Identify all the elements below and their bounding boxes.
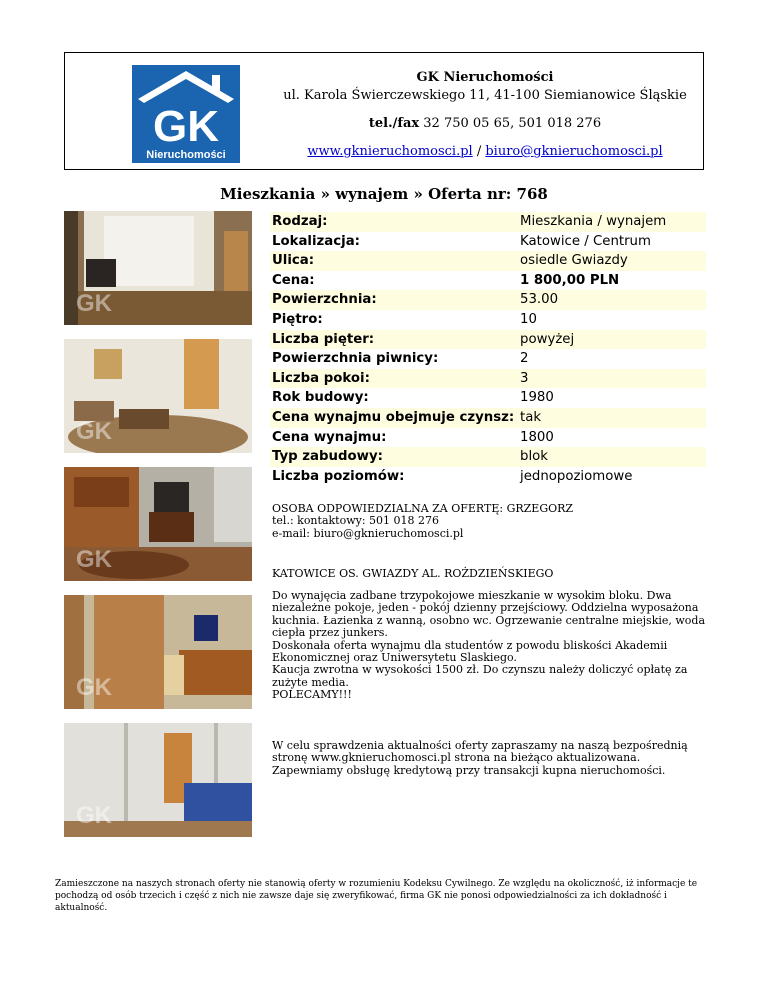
svg-text:GK: GK [76,674,112,701]
property-value: 3 [518,369,706,389]
page-title: Mieszkania » wynajem » Oferta nr: 768 [220,185,548,203]
svg-text:GK: GK [76,802,112,829]
contact-block [272,503,712,540]
property-value: tak [518,408,706,428]
property-row [270,271,706,291]
property-label: Piętro: [272,311,323,327]
property-row [270,290,706,310]
contact-tel: tel.: kontaktowy: 501 018 276 [272,514,440,528]
property-value: 2 [520,351,529,367]
contact-person: OSOBA ODPOWIEDZIALNA ZA OFERTĘ: GRZEGORZ [272,502,574,515]
photo-desk-room[interactable] [64,595,252,709]
property-row [270,408,706,428]
property-value: Katowice / Centrum [520,233,651,249]
logo-initials: GK [153,102,219,151]
property-label: Liczba pokoi: [270,369,518,389]
company-links [265,143,705,161]
description-block [272,590,708,702]
property-label: Cena wynajmu obejmuje czynsz: [270,408,518,428]
property-row [270,369,706,389]
property-value: Mieszkania / wynajem [518,212,706,232]
property-value: 1980 [520,390,554,406]
contact-email: e-mail: biuro@gknieruchomosci.pl [272,526,464,540]
gk-logo [132,65,240,163]
property-label: Liczba pięter: [270,330,518,350]
email-link[interactable]: biuro@gknieruchomosci.pl [485,144,663,159]
photo-living-room[interactable] [64,211,252,325]
property-row [270,251,706,271]
property-row [270,330,706,350]
tel-label: tel./fax [368,116,420,131]
property-value: powyżej [518,330,706,350]
property-row [270,310,706,330]
property-label: Cena wynajmu: [272,429,387,445]
header-box [64,52,704,170]
price-value: 1 800,00 PLN [520,272,620,288]
logo-subtitle: Nieruchomości [146,149,226,161]
property-value: osiedle Gwiazdy [518,251,706,271]
property-row [270,447,706,467]
description-paragraph: Do wynajęcia zadbane trzypokojowe mieszkanie w wysokim bloku. Dwa niezależne pokoje, jeden - pokój dzienny przejściowy. Oddzielna wyposażona kuchnia. Łazienka z wanną, osobno wc. Ogrzewanie centralne miejskie, woda ciepła przez junkers. [272,589,706,640]
property-label: Ulica: [270,251,518,271]
property-row [270,212,706,232]
property-row [270,349,706,369]
svg-text:GK: GK [76,418,112,445]
property-row [270,467,706,487]
photo-column [64,211,252,851]
property-label: Powierzchnia: [270,290,518,310]
property-row [270,388,706,408]
property-value: blok [518,447,706,467]
availability-note: W celu sprawdzenia aktualności oferty zapraszamy na naszą bezpośrednią stronę www.gknieruchomosci.pl strona na bieżąco aktualizowana. Zapewniamy obsługę kredytową przy transakcji kupna nieruchomości. [272,739,688,777]
property-label: Rok budowy: [272,390,369,406]
company-tel [265,115,705,133]
property-label: Lokalizacja: [272,233,360,249]
company-name: GK Nieruchomości [416,70,554,85]
company-info [265,69,705,161]
svg-text:GK: GK [76,546,112,573]
property-row [270,232,706,252]
properties-table [270,212,706,486]
photo-hall-with-door[interactable] [64,723,252,837]
photo-room-with-carpet[interactable] [64,339,252,453]
photo-furniture-room[interactable] [64,467,252,581]
property-row [270,428,706,448]
website-link[interactable]: www.gknieruchomosci.pl [307,144,473,159]
description-paragraph: POLECAMY!!! [272,688,352,702]
property-value: 1800 [520,429,554,445]
link-separator: / [472,144,486,159]
location-heading: KATOWICE OS. GWIAZDY AL. ROŻDZIEŃSKIEGO [272,567,554,580]
property-value: jednopoziomowe [520,468,633,484]
description-paragraph: Kaucja zwrotna w wysokości 1500 zł. Do czynszu należy doliczyć opłatę za zużyte media. [272,663,688,689]
description-paragraph: Doskonała oferta wynajmu dla studentów z powodu bliskości Akademii Ekonomicznej oraz Uniwersytetu Slaskiego. [272,638,668,665]
property-label: Cena: [272,272,315,288]
legal-footer: Zamieszczone na naszych stronach oferty nie stanowią oferty w rozumieniu Kodeksu Cywilnego. Ze względu na okoliczność, iż informacje te pochodzą od osób trzecich i część z nich nie zawsze daje się zweryfikować, firma GK nie ponosi odpowiedzialności za ich dokładność i aktualność. [55,879,698,913]
property-label: Liczba poziomów: [272,468,405,484]
svg-text:GK: GK [76,290,112,317]
property-value: 10 [520,311,537,327]
company-address: ul. Karola Świerczewskiego 11, 41-100 Siemianowice Śląskie [283,88,687,103]
property-label: Rodzaj: [270,212,518,232]
property-label: Typ zabudowy: [270,447,518,467]
property-value: 53.00 [518,290,706,310]
tel-value: 32 750 05 65, 501 018 276 [419,116,602,131]
property-label: Powierzchnia piwnicy: [272,351,439,367]
